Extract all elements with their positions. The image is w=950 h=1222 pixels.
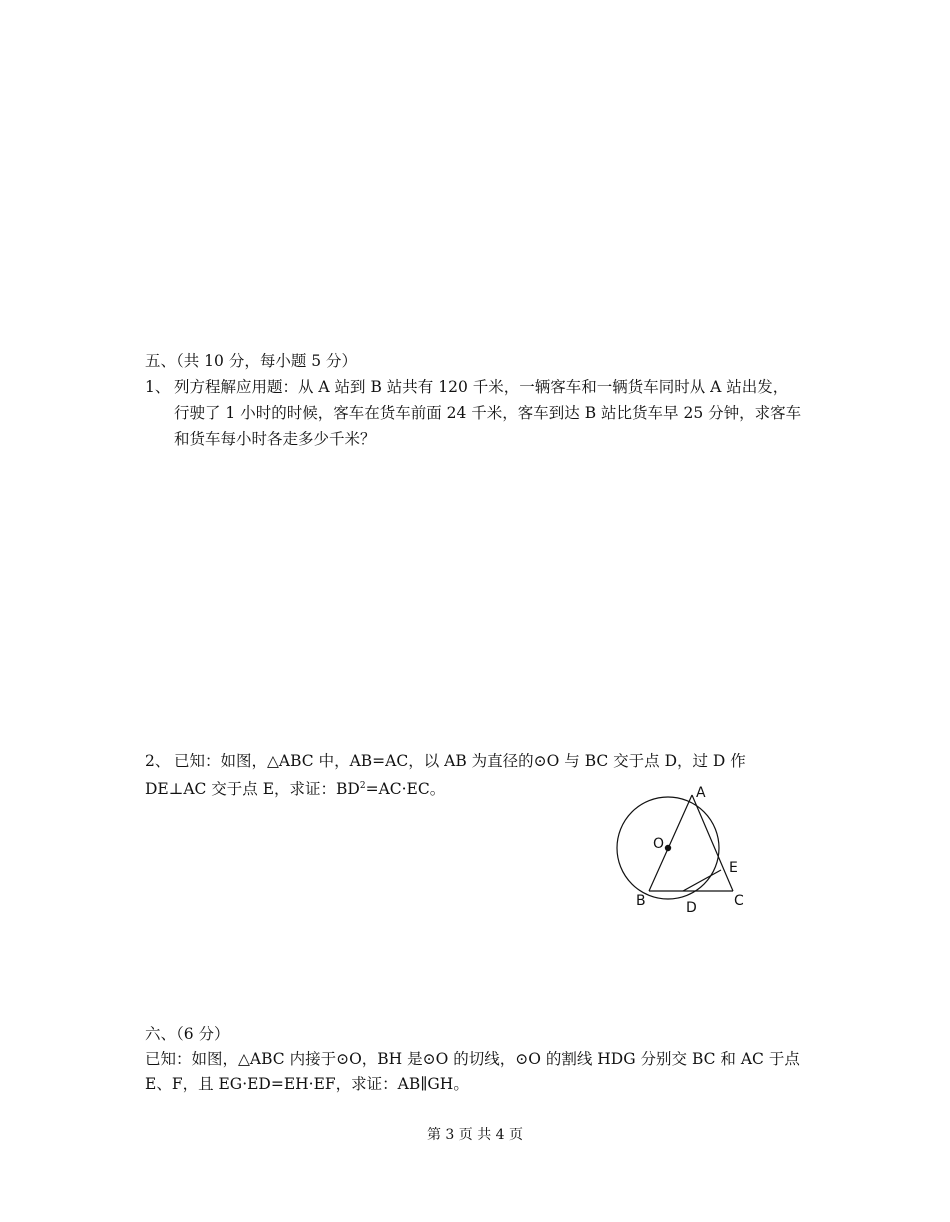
label-a: A <box>696 785 706 801</box>
circle-triangle-figure <box>610 782 760 917</box>
section-5-heading: 五、（共 10 分，每小题 5 分） <box>145 352 358 370</box>
question-2-line-1: 已知：如图，△ABC 中，AB=AC，以 AB 为直径的⊙O 与 BC 交于点 D，过 D 作 <box>174 752 746 770</box>
question-1-line-2: 行驶了 1 小时的时候，客车在货车前面 24 千米，客车到达 B 站比货车早 25 分钟，求客车 <box>174 404 802 422</box>
label-b: B <box>636 893 646 909</box>
segment-de <box>683 870 721 891</box>
label-d: D <box>686 900 697 916</box>
question-2-line-2 <box>145 774 445 801</box>
section-6-line-2: E、F，且 EG·ED=EH·EF，求证：AB∥GH。 <box>145 1075 469 1093</box>
segment-ac <box>692 795 733 891</box>
label-o: O <box>653 836 665 852</box>
center-point-o <box>665 845 671 851</box>
question-1-line-1: 列方程解应用题：从 A 站到 B 站共有 120 千米，一辆客车和一辆货车同时从 A 站出发， <box>174 378 789 396</box>
label-e: E <box>729 860 738 876</box>
page-footer: 第 3 页 共 4 页 <box>426 1127 524 1143</box>
section-6-line-1: 已知：如图，△ABC 内接于⊙O，BH 是⊙O 的切线，⊙O 的割线 HDG 分别交 BC 和 AC 于点 <box>145 1050 800 1068</box>
section-6-heading: 六、（6 分） <box>145 1025 230 1043</box>
question-1-number: 1、 <box>145 378 171 396</box>
question-2-number: 2、 <box>145 752 171 770</box>
question-2-line-2-suffix: =AC·EC。 <box>365 780 446 799</box>
question-2-line-2-prefix: DE⊥AC 交于点 E，求证：BD <box>145 780 360 799</box>
label-c: C <box>734 893 744 909</box>
question-2-superscript: 2 <box>359 781 366 791</box>
question-1-line-3: 和货车每小时各走多少千米？ <box>174 430 376 448</box>
